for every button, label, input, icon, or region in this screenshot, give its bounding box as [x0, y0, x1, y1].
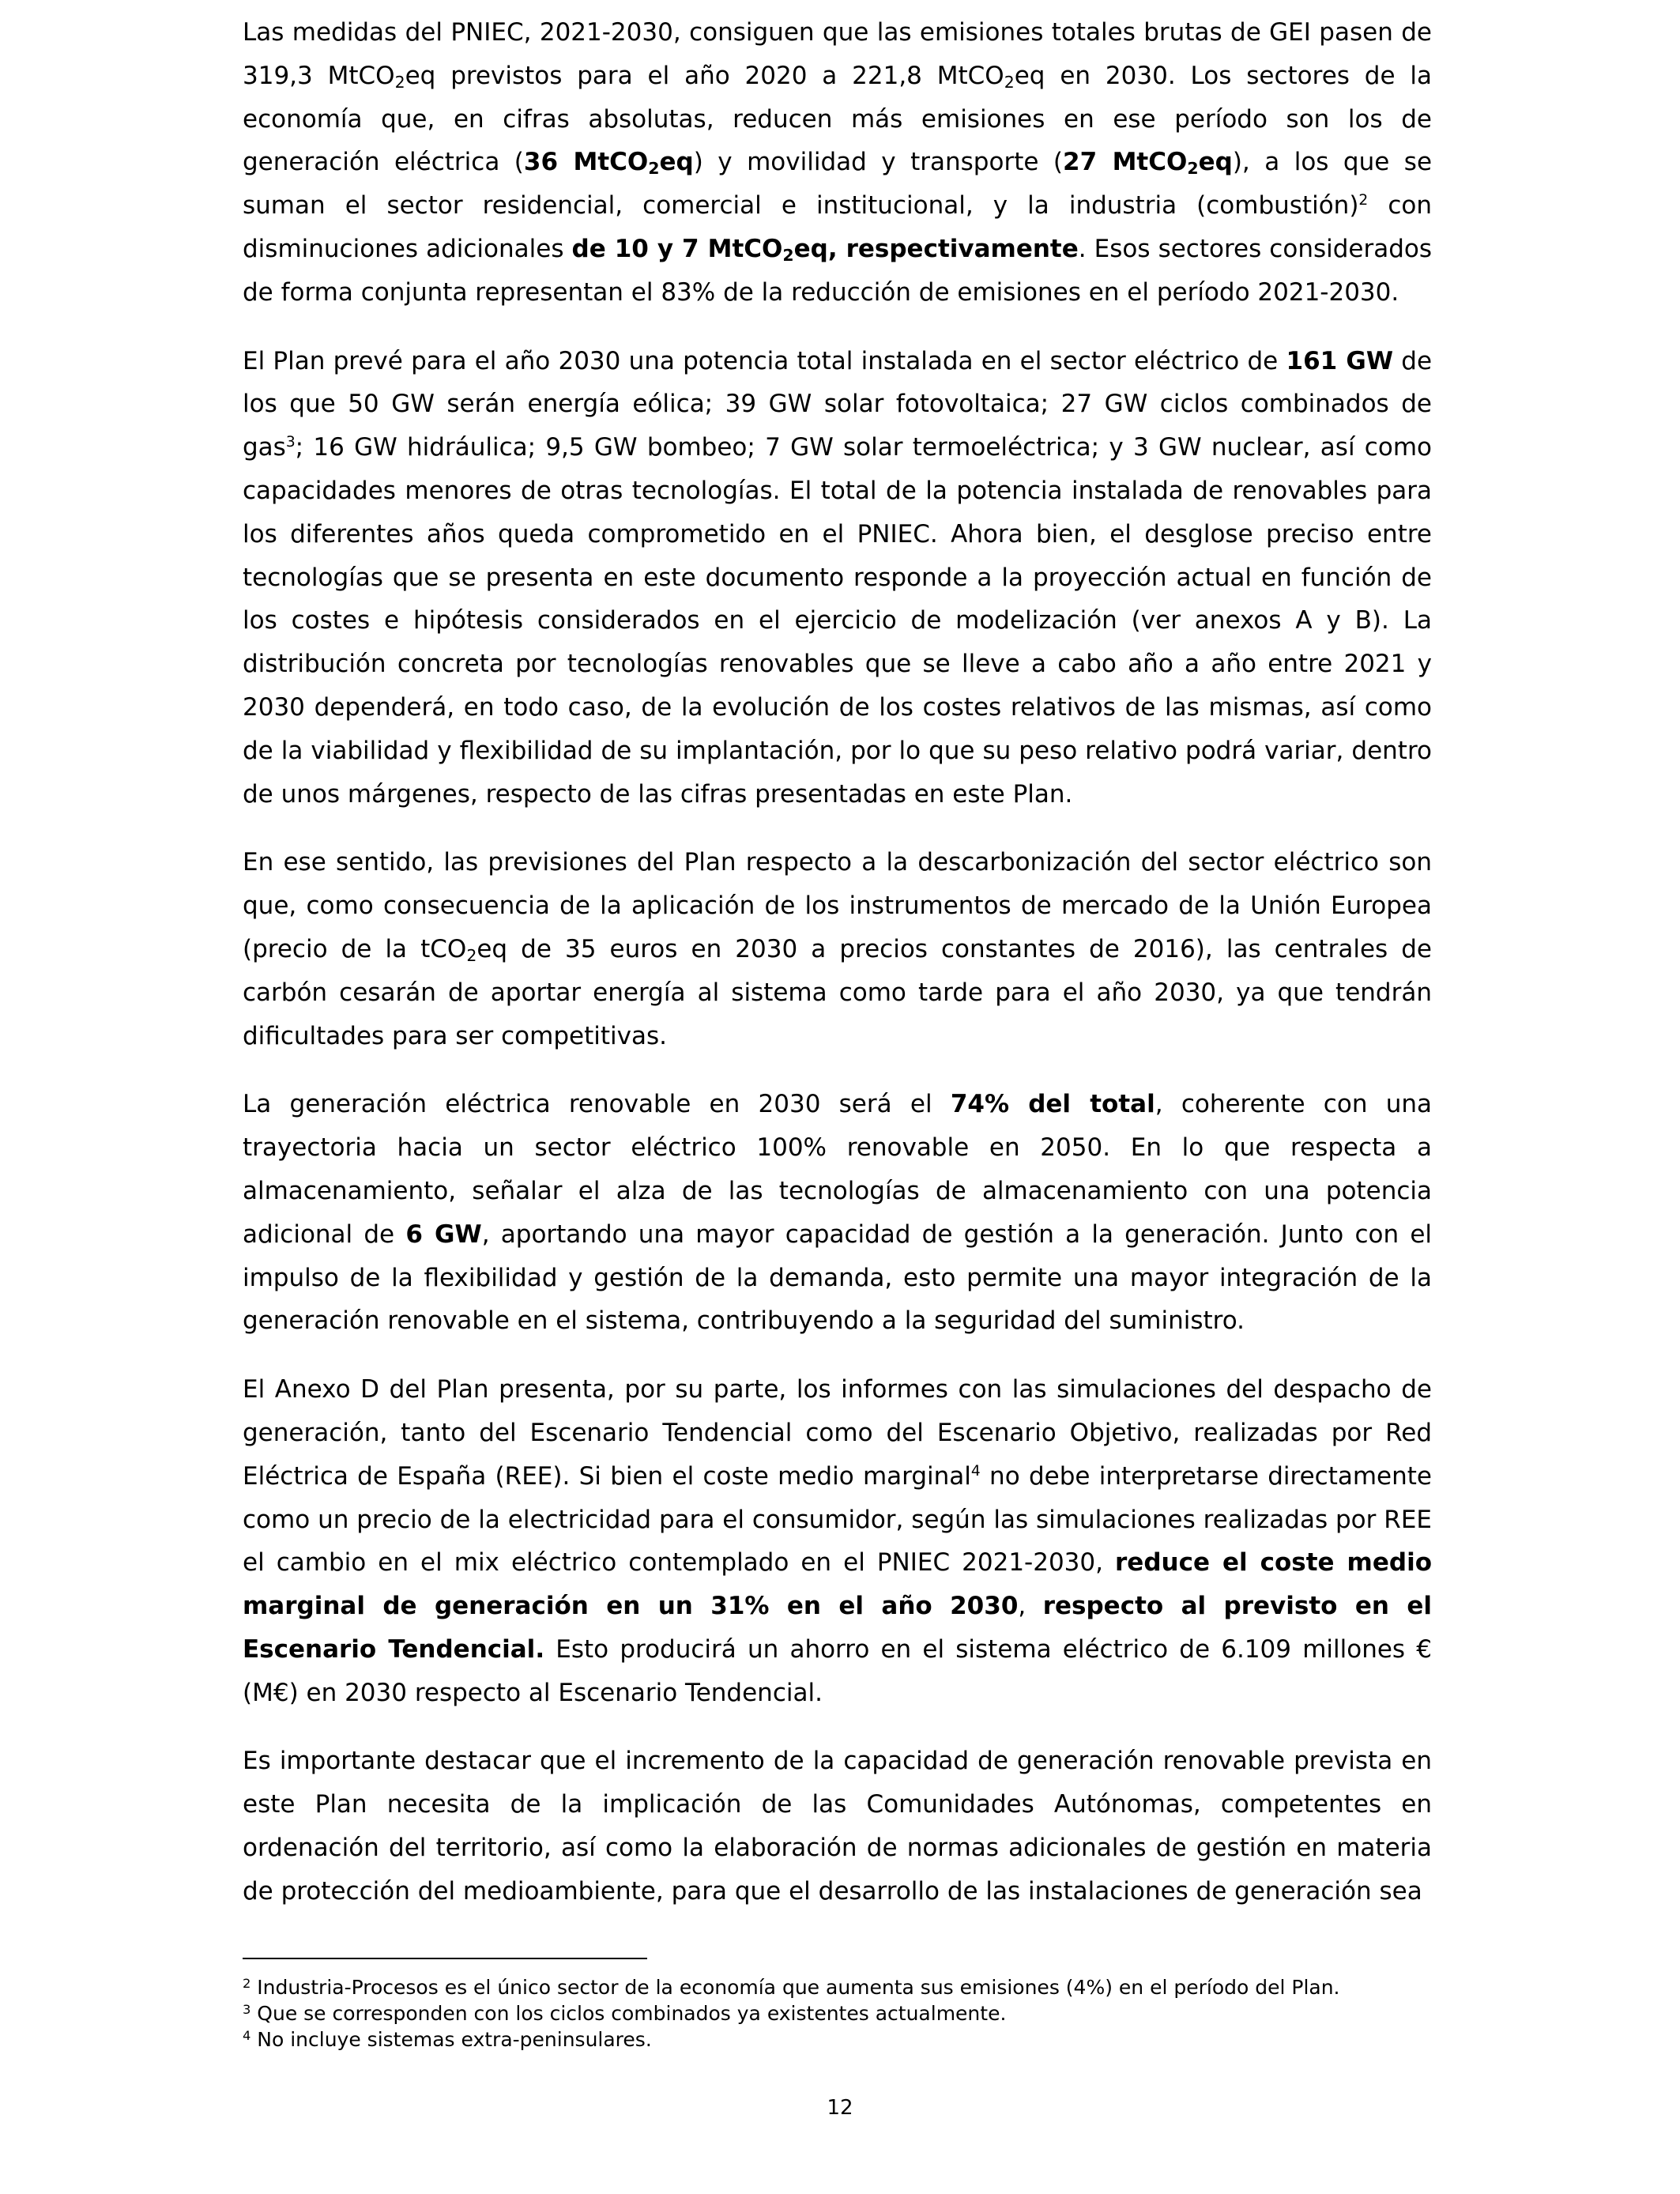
text-run: El Anexo D del Plan presenta, por su parte, los informes con las simulaciones del despacho de generación, tanto del Escenario Tendencial como del Escenario Objetivo, realizadas por Red Eléctrica de España (REE). Si bien el coste medio marginal: [243, 1375, 1432, 1491]
footnote-marker: 2: [243, 1975, 251, 1991]
text-run: 6 GW: [405, 1220, 482, 1249]
text-run: reduce el coste medio marginal de generación en un 31% en el año 2030: [243, 1548, 1432, 1621]
paragraph: [243, 1368, 1432, 1714]
text-run: respecto al previsto en el Escenario Tendencial.: [243, 1592, 1432, 1664]
text-run: con disminuciones adicionales: [243, 191, 1432, 263]
paragraph: [243, 340, 1432, 816]
footnote-text: Que se corresponden con los ciclos combinados ya existentes actualmente.: [250, 2002, 1007, 2025]
text-run: no debe interpretarse directamente como un precio de la electricidad para el consumidor, según las simulaciones realizadas por REE el cambio en el mix eléctrico contemplado en el PNIEC 2021-2030,: [243, 1461, 1432, 1578]
text-run: eq de 35 euros en 2030 a precios constantes de 2016), las centrales de carbón cesarán de aportar energía al sistema como tarde para el año 2030, ya que tendrán dificultades para ser competitivas.: [243, 934, 1432, 1050]
footnote-text: No incluye sistemas extra-peninsulares.: [250, 2028, 652, 2051]
subscript-text: 2: [394, 72, 405, 92]
paragraph: [243, 841, 1432, 1057]
text-run: eq: [659, 148, 694, 177]
footnote-marker: 4: [243, 2027, 251, 2043]
text-run: 161 GW: [1286, 346, 1394, 375]
document-body: [243, 11, 1432, 1939]
footnote-reference: 3: [285, 434, 296, 451]
page-number: 12: [827, 2096, 853, 2120]
text-run: , coherente con una trayectoria hacia un sector eléctrico 100% renovable en 2050. En lo que respecta a almacenamiento, señalar el alza de las tecnologías de almacenamiento con una potencia adicional de: [243, 1090, 1433, 1249]
text-run: ), a los que se suman el sector residencial, comercial e institucional, y la industria (combustión): [243, 148, 1433, 221]
text-run: Esto producirá un ahorro en el sistema eléctrico de 6.109 millones € (M€) en 2030 respecto al Escenario Tendencial.: [243, 1634, 1432, 1707]
text-run: Las medidas del PNIEC, 2021-2030, consiguen que las emisiones totales brutas de GEI pasen de 319,3 MtCO: [243, 18, 1432, 90]
subscript-text: 2: [1004, 72, 1015, 92]
footnote-3: [243, 2000, 1432, 2026]
text-run: eq: [1198, 148, 1233, 177]
paragraph: [243, 1740, 1432, 1913]
text-run: ,: [1018, 1592, 1043, 1621]
text-run: 36 MtCO: [523, 148, 649, 177]
footnote-reference: 4: [970, 1462, 981, 1480]
text-run: Es importante destacar que el incremento de la capacidad de generación renovable prevista en este Plan necesita de la implicación de las Comunidades Autónomas, competentes en ordenación del territorio, así como la elaboración de normas adicionales de gestión en materia de protección del medioambiente, para que el desarrollo de las instalaciones de generación sea: [243, 1747, 1432, 1906]
footnote-reference: 2: [1358, 192, 1369, 209]
text-run: ) y movilidad y transporte (: [693, 148, 1064, 177]
text-run: La generación eléctrica renovable en 2030 será el: [243, 1090, 951, 1119]
footnote-text: Industria-Procesos es el único sector de la economía que aumenta sus emisiones (4%) en el período del Plan.: [250, 1976, 1340, 1999]
text-run: eq, respectivamente: [793, 234, 1079, 263]
subscript-text: 2: [648, 159, 660, 179]
text-run: ; 16 GW hidráulica; 9,5 GW bombeo; 7 GW solar termoeléctrica; y 3 GW nuclear, así como capacidades menores de otras tecnologías. El total de la potencia instalada de renovables para los diferentes años queda comprometido en el PNIEC. Ahora bien, el desglose preciso entre tecnologías que se presenta en este documento responde a la proyección actual en función de los costes e hipótesis considerados en el ejercicio de modelización (ver anexos A y B). La distribución concreta por tecnologías renovables que se lleve a cabo año a año entre 2021 y 2030 dependerá, en todo caso, de la evolución de los costes relativos de las mismas, así como de la viabilidad y flexibilidad de su implantación, por lo que su peso relativo podrá variar, dentro de unos márgenes, respecto de las cifras presentadas en este Plan.: [243, 433, 1432, 809]
paragraph: [243, 11, 1432, 315]
subscript-text: 2: [782, 246, 794, 266]
text-run: 74% del total: [950, 1090, 1155, 1119]
footnote-separator: [243, 1958, 647, 1959]
footnotes: [243, 1974, 1432, 2053]
text-run: En ese sentido, las previsiones del Plan respecto a la descarbonización del sector eléctrico son que, como consecuencia de la aplicación de los instrumentos de mercado de la Unión Europea (precio de la tCO: [243, 848, 1432, 963]
subscript-text: 2: [466, 946, 477, 966]
text-run: El Plan prevé para el año 2030 una potencia total instalada en el sector eléctrico de: [243, 346, 1286, 375]
text-run: de los que 50 GW serán energía eólica; 39 GW solar fotovoltaica; 27 GW ciclos combinados de gas: [243, 346, 1433, 462]
footnote-marker: 3: [243, 2001, 251, 2017]
text-run: , aportando una mayor capacidad de gestión a la generación. Junto con el impulso de la flexibilidad y gestión de la demanda, esto permite una mayor integración de la generación renovable en el sistema, contribuyendo a la seguridad del suministro.: [243, 1220, 1433, 1336]
subscript-text: 2: [1187, 159, 1199, 179]
footnote-4: [243, 2026, 1432, 2053]
text-run: de 10 y 7 MtCO: [571, 234, 783, 263]
text-run: 27 MtCO: [1063, 148, 1188, 177]
footnote-2: [243, 1974, 1432, 2000]
text-run: eq en 2030. Los sectores de la economía que, en cifras absolutas, reducen más emisiones en ese período son los de generación eléctrica (: [243, 61, 1432, 177]
text-run: eq previstos para el año 2020 a 221,8 MtCO: [405, 61, 1004, 90]
text-run: . Esos sectores considerados de forma conjunta representan el 83% de la reducción de emisiones en el período 2021-2030.: [243, 234, 1433, 307]
paragraph: [243, 1083, 1432, 1343]
